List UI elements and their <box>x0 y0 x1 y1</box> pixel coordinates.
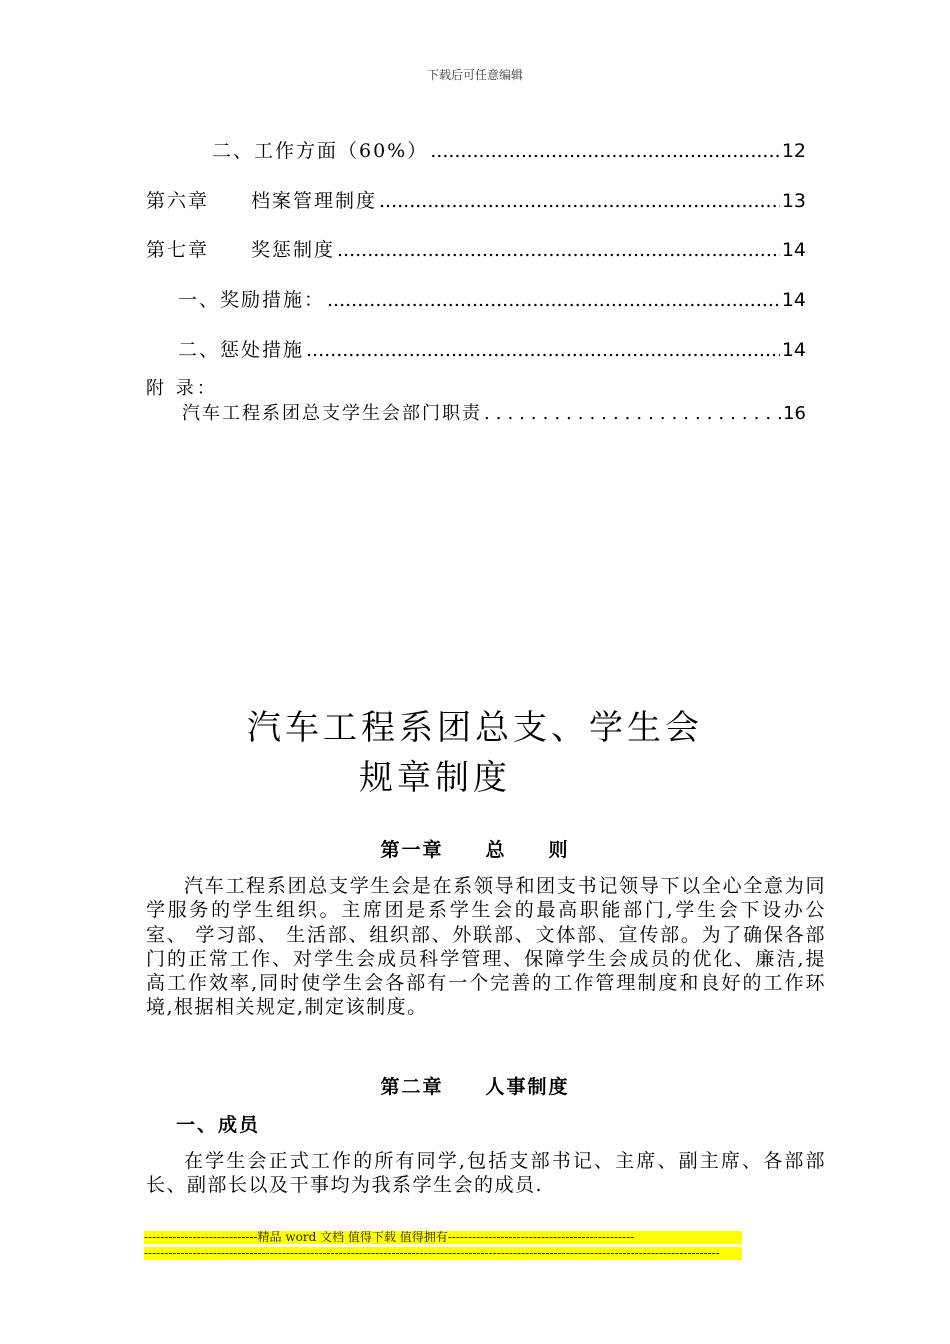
toc-leader-dots <box>337 239 780 261</box>
toc-entry-label: 汽车工程系团总支学生会部门职责 <box>182 403 482 424</box>
footer-banner: ----------------------------精品 word 文档 值得下载 值得拥有---------------------------------------------- <box>144 1231 742 1244</box>
toc-entry-page: 13 <box>781 190 806 212</box>
toc-leader-dots <box>484 403 781 424</box>
toc-entry[interactable] <box>146 235 806 263</box>
toc-entry[interactable] <box>146 136 806 164</box>
toc-appendix-entry[interactable] <box>146 399 806 427</box>
toc-entry-label: 二、惩处措施 <box>178 339 305 361</box>
section-paragraph: 在学生会正式工作的所有同学,包括支部书记、主席、副主席、各部部长、副部长以及干事均为我系学生会的成员. <box>146 1150 826 1197</box>
toc-entry-page: 16 <box>783 403 806 424</box>
toc-entry-label: 第六章 档案管理制度 <box>146 190 378 212</box>
document-subtitle: 规章制度 <box>359 758 511 798</box>
toc-leader-dots <box>327 289 780 311</box>
toc-entry-label: 一、奖励措施： <box>178 289 326 311</box>
toc-entry-label: 二、工作方面（60%） <box>212 140 429 162</box>
footer-divider: ---------------------------------------------------------------------------------------------------------------------------------------------- <box>144 1247 742 1260</box>
toc-entry-page: 14 <box>781 239 806 261</box>
header-note: 下载后可任意编辑 <box>426 68 523 82</box>
document-title: 汽车工程系团总支、学生会 <box>247 708 703 748</box>
toc-leader-dots <box>430 140 780 162</box>
section-heading: 一、成员 <box>176 1114 261 1136</box>
toc-entry-page: 14 <box>781 289 806 311</box>
chapter-heading: 第二章 人事制度 <box>380 1076 570 1098</box>
toc-leader-dots <box>306 339 780 361</box>
chapter-heading: 第一章 总 则 <box>380 839 570 861</box>
toc-entry-page: 12 <box>781 140 806 162</box>
chapter-paragraph: 汽车工程系团总支学生会是在系领导和团支书记领导下以全心全意为同学服务的学生组织。主席团是系学生会的最高职能部门,学生会下设办公室、 学习部、 生活部、组织部、外联部、文体部、宣传部。为了确保各部门的正常工作、对学生会成员科学管理、保障学生会成员的优化、廉洁,提高工作效率,同时使学生会各部有一个完善的工作管理制度和良好的工作环境,根据相关规定,制定该制度。 <box>146 875 826 1019</box>
toc-entry-page: 14 <box>781 339 806 361</box>
toc-entry[interactable] <box>146 335 806 363</box>
toc-entry-label: 第七章 奖惩制度 <box>146 239 336 261</box>
toc-entry[interactable] <box>146 186 806 214</box>
toc-leader-dots <box>379 190 780 212</box>
appendix-title: 附 录： <box>146 378 218 399</box>
toc-entry[interactable] <box>146 285 806 313</box>
